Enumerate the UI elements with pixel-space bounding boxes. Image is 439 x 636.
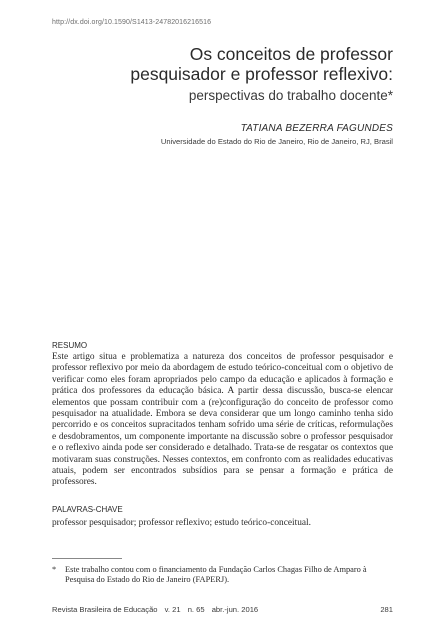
journal-number: n. 65 xyxy=(187,605,205,614)
abstract-text: Este artigo situa e problematiza a natureza dos conceitos de professor pesquisador e professor reflexivo por meio da abordagem de estudo teórico-conceitual com o objetivo de verificar como eles foram apropriados pelo campo da educação e aplicados à formação e prática dos professores da educação básica. A partir dessa discussão, busca-se elencar elementos que possam contribuir com a (re)configuração do conceito de professor como pesquisador na atualidade. Embora se deva considerar que um longo caminho tenha sido percorrido e os conceitos supracitados tenham sofrido uma série de críticas, reformulações e desdobramentos, um componente importante na discussão sobre o professor pesquisador e o reflexivo ainda pode ser considerado e detalhado. Trata-se de resgatar os contextos que motivaram suas construções. Nesses contextos, em confronto com as realidades educativas atuais, podem ser encontrados subsídios para se pensar a formação e prática de professores. xyxy=(52,352,393,488)
author-block xyxy=(161,123,393,146)
title-line-2: pesquisador e professor reflexivo: xyxy=(130,64,393,84)
footnote-divider xyxy=(52,558,122,559)
footnote-mark: * xyxy=(52,565,57,574)
keywords-label: PALAVRAS-CHAVE xyxy=(52,505,123,514)
page-number: 281 xyxy=(380,605,393,614)
journal-volume: v. 21 xyxy=(164,605,181,614)
title-line-1: Os conceitos de professor xyxy=(189,44,393,64)
author-name: TATIANA BEZERRA FAGUNDES xyxy=(240,123,393,134)
journal-date: abr.-jun. 2016 xyxy=(211,605,259,614)
abstract-label: RESUMO xyxy=(52,341,88,350)
doi-link[interactable]: http://dx.doi.org/10.1590/S1413-24782016216516 xyxy=(52,19,212,26)
keywords-text: professor pesquisador; professor reflexivo; estudo teórico-conceitual. xyxy=(52,518,311,528)
journal-footer xyxy=(52,605,263,614)
author-affiliation: Universidade do Estado do Rio de Janeiro, Rio de Janeiro, RJ, Brasil xyxy=(160,137,393,146)
article-subtitle: perspectivas do trabalho docente* xyxy=(188,88,393,103)
article-title xyxy=(130,44,393,105)
footnote xyxy=(52,565,393,585)
journal-name: Revista Brasileira de Educação xyxy=(52,605,158,614)
footnote-text: Este trabalho contou com o financiamento da Fundação Carlos Chagas Filho de Amparo à Pesquisa do Estado do Rio de Janeiro (FAPERJ). xyxy=(65,565,367,584)
